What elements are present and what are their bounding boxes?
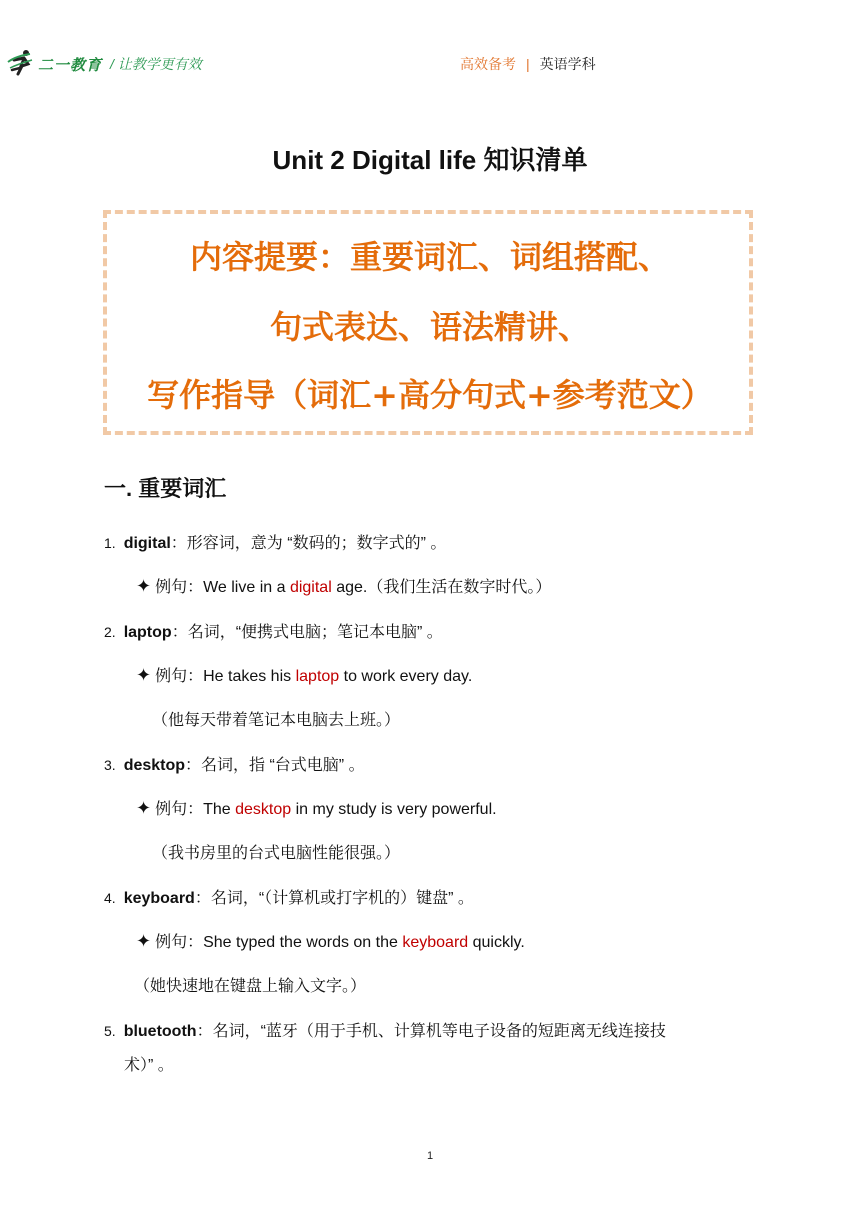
- summary-line-3: 写作指导（词汇+高分句式+参考范文）: [147, 376, 713, 414]
- vocab-word: bluetooth: [123, 1023, 197, 1040]
- example-translation: （我书房里的台式电脑性能很强。）: [152, 845, 401, 862]
- item-number: 1.: [104, 535, 116, 551]
- vocab-item: [104, 1018, 666, 1041]
- example-suffix: in my study is very powerful.: [291, 801, 497, 818]
- section-heading: 一. 重要词汇: [104, 476, 227, 501]
- brand-slogan: / 让教学更有效: [110, 56, 202, 72]
- summary-line-2: 句式表达、语法精讲、: [269, 308, 590, 346]
- vocab-definition: ：形容词，意为 “数码的；数字式的” 。: [170, 535, 447, 552]
- vocab-item: [104, 530, 446, 553]
- example-highlight: digital: [289, 579, 332, 596]
- example-translation: （他每天带着笔记本电脑去上班。）: [152, 712, 401, 729]
- example-suffix: to work every day.: [339, 668, 473, 685]
- item-number: 3.: [104, 757, 116, 773]
- star-bullet-icon: ✦: [136, 665, 152, 685]
- header-subject-name: 英语学科: [539, 56, 596, 72]
- example-prefix: 例句：The: [155, 801, 236, 818]
- vocab-item: [104, 885, 474, 908]
- vocab-word: desktop: [123, 757, 186, 774]
- vocab-definition: ：名词，“便携式电脑；笔记本电脑” 。: [171, 624, 443, 641]
- page-title: Unit 2 Digital life 知识清单: [272, 145, 588, 175]
- header-tagline: 高效备考: [460, 56, 516, 72]
- example-sentence: [136, 796, 497, 819]
- star-bullet-icon: ✦: [136, 576, 152, 596]
- vocab-definition: ：名词，“（计算机或打字机的）键盘” 。: [194, 890, 474, 907]
- example-prefix: 例句：We live in a: [155, 579, 290, 596]
- page-header: [0, 44, 860, 84]
- example-sentence: [136, 663, 472, 686]
- page-number: 1: [426, 1150, 434, 1162]
- vocab-definition-continued: 术）” 。: [124, 1057, 174, 1074]
- example-highlight: laptop: [295, 668, 340, 685]
- brand-name: 二一教育: [38, 56, 103, 74]
- vocab-definition: ：名词，指 “台式电脑” 。: [185, 757, 365, 774]
- summary-line-1: 内容提要：重要词汇、词组搭配、: [189, 238, 670, 276]
- vocab-item: [104, 619, 443, 642]
- example-suffix: age.（我们生活在数字时代。）: [331, 579, 552, 596]
- example-translation: （她快速地在键盘上输入文字。）: [134, 978, 367, 995]
- item-number: 4.: [104, 890, 116, 906]
- header-subject: [460, 54, 596, 74]
- example-highlight: keyboard: [402, 934, 469, 951]
- example-sentence: [136, 574, 551, 597]
- item-number: 5.: [104, 1023, 116, 1039]
- example-highlight: desktop: [235, 801, 292, 818]
- vocab-word: digital: [123, 535, 171, 552]
- running-figure-logo-icon: [6, 48, 36, 78]
- example-suffix: quickly.: [468, 934, 525, 951]
- vocab-word: laptop: [123, 624, 172, 641]
- star-bullet-icon: ✦: [136, 798, 152, 818]
- header-separator: |: [526, 56, 530, 72]
- star-bullet-icon: ✦: [136, 931, 152, 951]
- example-prefix: 例句：He takes his: [155, 668, 296, 685]
- vocab-item: [104, 752, 365, 775]
- vocab-word: keyboard: [123, 890, 195, 907]
- vocab-definition: ：名词，“蓝牙（用于手机、计算机等电子设备的短距离无线连接技: [196, 1023, 666, 1040]
- item-number: 2.: [104, 624, 116, 640]
- example-sentence: [136, 929, 525, 952]
- example-prefix: 例句：She typed the words on the: [155, 934, 403, 951]
